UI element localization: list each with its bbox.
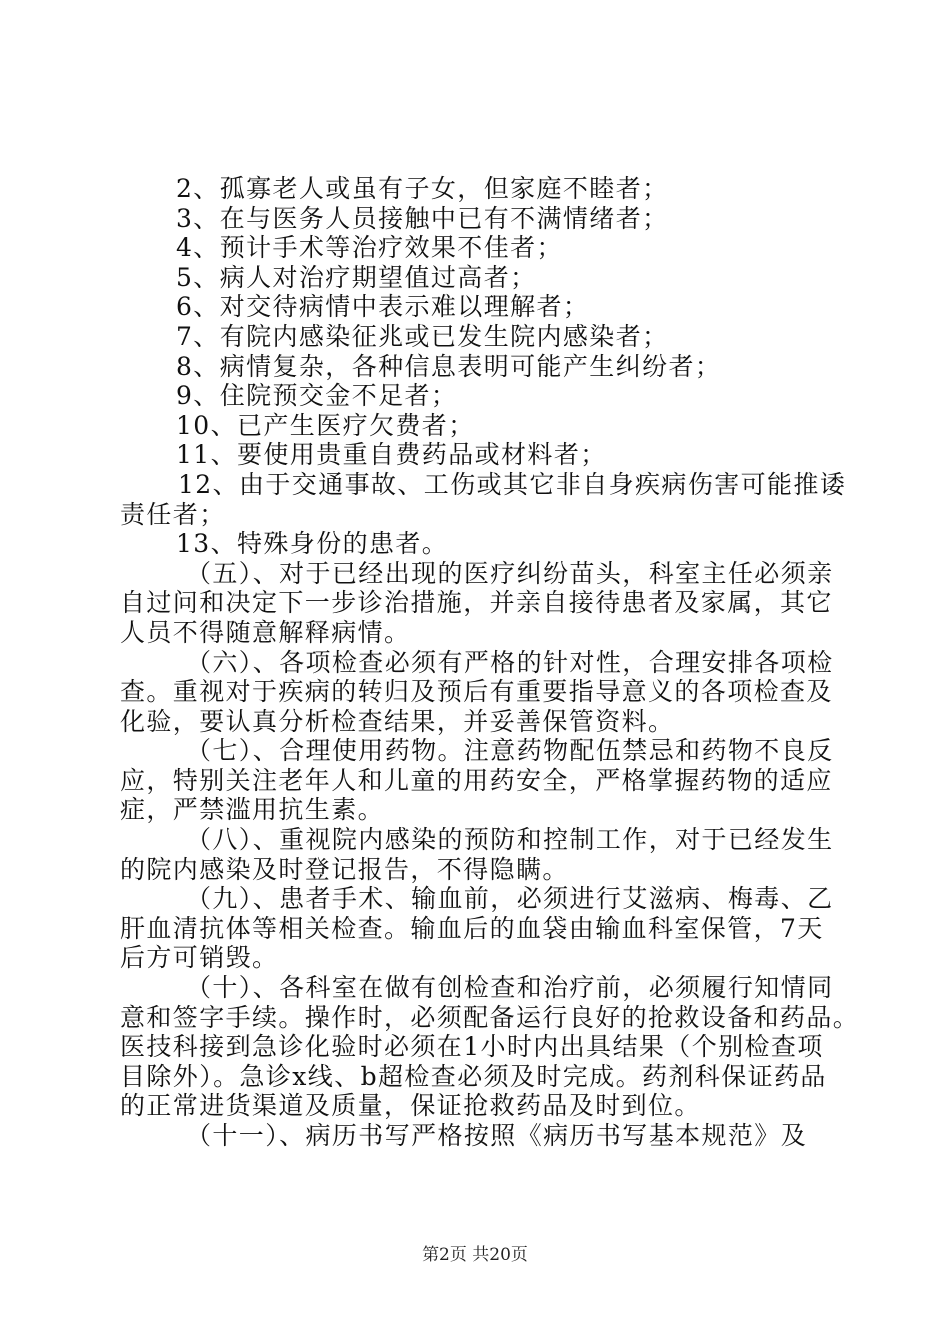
document-line: 9、住院预交金不足者； [176,381,458,411]
document-line: 的正常进货渠道及质量，保证抢救药品及时到位。 [120,1091,701,1121]
document-line: 5、病人对治疗期望值过高者； [176,262,537,292]
document-line: 7、有院内感染征兆或已发生院内感染者； [176,321,669,351]
document-line: 症，严禁滥用抗生素。 [120,795,385,825]
document-line: 的院内感染及时登记报告，不得隐瞒。 [120,854,569,884]
document-line: 8、病情复杂，各种信息表明可能产生纠纷者； [176,351,722,381]
document-line: 6、对交待病情中表示难以理解者； [176,292,590,322]
document-line: 自过问和决定下一步诊治措施，并亲自接待患者及家属，其它 [120,588,833,618]
document-line: （十一）、病历书写严格按照《病历书写基本规范》及 [186,1121,808,1150]
page-number-footer: 第2页 共20页 [422,1245,528,1265]
document-line: （九）、患者手术、输血前，必须进行艾滋病、梅毒、乙 [186,884,834,914]
document-line: 责任者； [120,499,226,529]
document-line: （六）、各项检查必须有严格的针对性，合理安排各项检 [186,647,834,677]
document-line: 目除外）。急诊x线、b超检查必须及时完成。药剂科保证药品 [120,1061,827,1091]
document-line: 13、特殊身份的患者。 [176,529,449,559]
document-line: 应，特别关注老年人和儿童的用药安全，严格掌握药物的适应 [120,765,833,795]
document-line: 11、要使用贵重自费药品或材料者； [176,440,607,470]
document-line: 3、在与医务人员接触中已有不满情绪者； [176,203,669,233]
document-line: 人员不得随意解释病情。 [120,617,411,647]
document-line: 10、已产生医疗欠费者； [176,410,475,440]
document-line: 后方可销毁。 [120,943,279,973]
document-line: （十）、各科室在做有创检查和治疗前，必须履行知情同 [186,973,834,1003]
document-line: 医技科接到急诊化验时必须在1小时内出具结果（个别检查项 [120,1032,824,1062]
document-line: 4、预计手术等治疗效果不佳者； [176,233,563,263]
document-line: （五）、对于已经出现的医疗纠纷苗头，科室主任必须亲 [186,558,834,588]
document-line: 意和签字手续。操作时，必须配备运行良好的抢救设备和药品。 [120,1002,860,1032]
document-line: （七）、合理使用药物。注意药物配伍禁忌和药物不良反 [186,736,834,766]
document-line: 2、孤寡老人或虽有子女，但家庭不睦者； [176,174,669,203]
document-line: 12、由于交通事故、工伤或其它非自身疾病伤害可能推诿 [178,469,847,499]
document-body [120,174,860,1151]
document-line: （八）、重视院内感染的预防和控制工作，对于已经发生 [186,825,834,855]
document-line: 肝血清抗体等相关检查。输血后的血袋由输血科室保管，7天 [120,913,824,943]
document-line: 查。重视对于疾病的转归及预后有重要指导意义的各项检查及 [120,677,833,707]
document-line: 化验，要认真分析检查结果，并妥善保管资料。 [120,706,675,736]
